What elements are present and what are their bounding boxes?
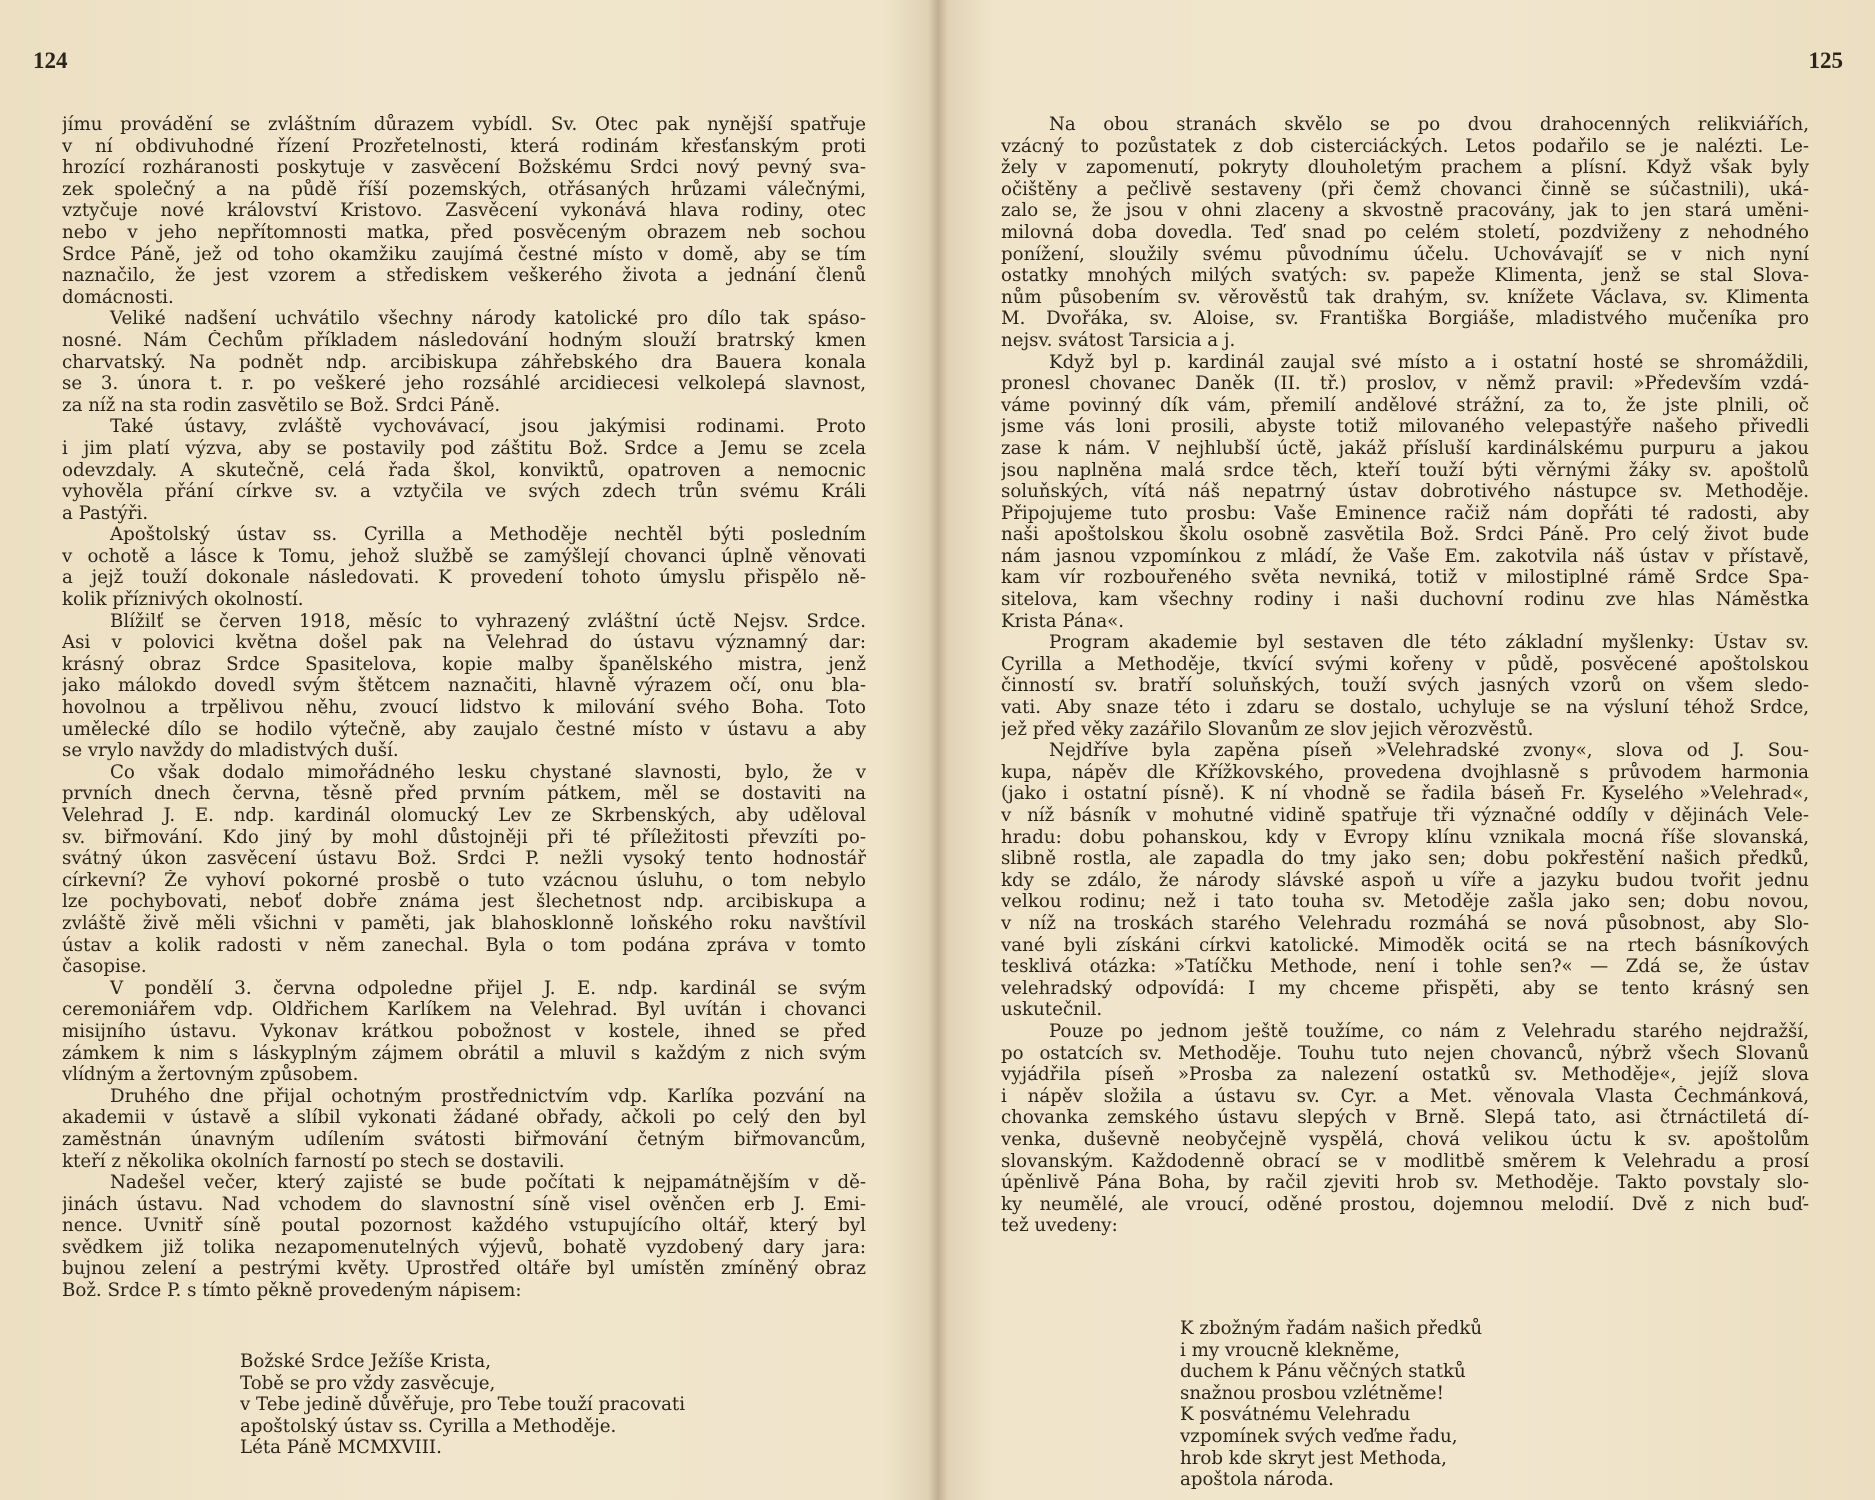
text-line: nám jasnou vzpomínkou z mládí, že Vaše Em. zakotvila náš ústav v přístavě,	[1001, 545, 1809, 567]
text-line: Blížilť se červen 1918, měsíc to vyhrazený zvláštní úctě Nejsv. Srdce.	[110, 610, 866, 632]
text-line: zaměstnán únavným udílením svátosti biřmování četným biřmovancům,	[62, 1128, 866, 1150]
text-line: vati. Aby snaze této i zdaru se dostalo, uchyluje se na výsluní téhož Srdce,	[1001, 697, 1809, 719]
text-line: bujnou zelení a pestrými květy. Uprostřed oltáře byl umístěn zmíněný obraz	[62, 1258, 866, 1280]
text-line: pronesl chovanec Daněk (II. tř.) proslov, v němž pravil: »Především vzdá-	[1001, 373, 1809, 395]
text-line: váme povinný dík vám, přemilí andělové strážní, za to, že jste plnili, oč	[1001, 394, 1809, 416]
text-line: i jim platí výzva, aby se postavily pod záštitu Bož. Srdce a Jemu se zcela	[62, 437, 866, 459]
text-line: sv. biřmování. Kdo jiný by mohl důstojněji při té příležitosti převzíti po-	[62, 826, 866, 848]
verse-line: apoštola národa.	[1180, 1469, 1334, 1491]
text-line: ponížení, sloužily svému původnímu účelu. Uchovávajíť se v nich nyní	[1001, 243, 1809, 265]
text-line: vztyčuje nové království Kristovo. Zasvěcení vykonává hlava rodiny, otec	[62, 200, 866, 222]
text-line: v níž básník v mohutné vidině spatřuje tři význačné oddíly v dějinách Vele-	[1001, 805, 1809, 826]
text-line: charvatský. Na podnět ndp. arcibiskupa záhřebského dra Bauera konala	[62, 351, 866, 373]
text-line: Když byl p. kardinál zaujal své místo a i ostatní hosté se shromáždili,	[1049, 351, 1809, 373]
text-line: se 3. února t. r. po veškeré jeho rozsáhlé arcidiecesi velkolepá slavnost,	[62, 373, 866, 395]
text-line: umělecké dílo se hodilo výtečně, aby zaujalo čestné místo v ústavu a aby	[62, 718, 866, 740]
text-line: jako málokdo dovedl svým štětcem naznačiti, hlavně výrazem očí, onu bla-	[62, 675, 866, 697]
text-line: Bož. Srdce P. s tímto pěkně provedeným nápisem:	[62, 1280, 522, 1302]
text-line: hovolnou a trpělivou něhu, zvoucí lidstvo k milování svého Boha. Toto	[62, 697, 866, 719]
text-line: hrozící rozháranosti poskytuje v zasvěcení Božskému Srdci nový pevný sva-	[62, 157, 866, 179]
text-line: Cyrilla a Methoděje, tkvící svými kořeny v půdě, posvěcené apoštolskou	[1001, 653, 1809, 675]
text-line: vané byli získáni církvi katolické. Mimoděk ocitá se na rtech básníkových	[1001, 934, 1809, 956]
text-line: časopise.	[62, 956, 147, 978]
text-line: zase k nám. V nejhlubší úctě, jakáž přísluší kardinálskému purpuru a jakou	[1001, 437, 1809, 459]
text-line: nebo v jeho nepřítomnosti matka, před posvěceným obrazem neb sochou	[62, 221, 866, 243]
text-line: zámkem k nim s láskyplným zájmem obrátil a mluvil s každým z nich svým	[62, 1042, 866, 1064]
verse-line: duchem k Pánu věčných statků	[1180, 1361, 1466, 1383]
text-line: zalo se, že jsou v ohni zlaceny a skvostně pracovány, jak to jen stará uměni-	[1001, 200, 1809, 222]
text-line: tesklivá otázka: »Tatíčku Methode, není i tohle sen?« — Zdá se, že ústav	[1001, 956, 1809, 978]
verse-line: Tobě se pro vždy zasvěcuje,	[240, 1372, 496, 1394]
text-line: kolik příznivých okolností.	[62, 589, 304, 611]
text-line: nence. Uvnitř síně poutal pozornost každého vstupujícího oltář, který byl	[62, 1215, 866, 1237]
verse-line: vzpomínek svých veďme řadu,	[1180, 1425, 1458, 1447]
text-line: svědkem již tolika nezapomenutelných výjevů, bohatě vyzdobený dary jara:	[62, 1236, 866, 1258]
text-line: misijního ústavu. Vykonav krátkou pobožnost v kostele, ihned se před	[62, 1020, 866, 1042]
text-line: Srdce Páně, jež od toho okamžiku zaujímá čestné místo v domě, aby se tím	[62, 243, 866, 265]
text-line: ústav a kolik radosti v něm zanechal. Byla o tom podána zpráva v tomto	[62, 934, 866, 956]
text-line: Nadešel večer, který zajisté se bude počítati k nejpamátnějším v dě-	[110, 1172, 866, 1194]
song-verse	[1180, 1318, 1482, 1491]
text-line: M. Dvořáka, sv. Aloise, sv. Františka Borgiáše, mladistvého mučeníka pro	[1001, 308, 1809, 330]
text-line: chovanka zemského ústavu slepých v Brně. Slepá tato, asi čtrnáctiletá dí-	[1001, 1107, 1809, 1129]
text-line: domácnosti.	[62, 286, 174, 308]
text-line: milovná doba dovedla. Teď snad po celém století, pozdviženy z nehodného	[1001, 221, 1809, 243]
verse-line: hrob kde skryt jest Methoda,	[1180, 1447, 1447, 1469]
text-line: Co však dodalo mimořádného lesku chystané slavnosti, bylo, že v	[110, 761, 866, 783]
text-line: vlídným a žertovným způsobem.	[62, 1064, 359, 1086]
text-line: Velehrad J. E. ndp. kardinál olomucký Lev ze Skrbenských, aby uděloval	[62, 805, 866, 826]
right-page-body	[1001, 114, 1809, 1237]
verse-line: apoštolský ústav ss. Cyrilla a Methoděje.	[240, 1415, 617, 1437]
verse-line: snažnou prosbou vzlétněme!	[1180, 1382, 1444, 1404]
text-line: za níž na sta rodin zasvětilo se Bož. Srdci Páně.	[62, 394, 501, 416]
text-line: (jako i ostatní písně). K ní vhodně se řadila báseň Fr. Kyselého »Velehrad«,	[1001, 783, 1809, 805]
text-line: jímu provádění se zvláštním důrazem vybídl. Sv. Otec pak nynější spatřuje	[62, 114, 866, 135]
text-line: Také ústavy, zvláště vychovávací, jsou jakýmisi rodinami. Proto	[110, 416, 866, 438]
text-line: Na obou stranách skvělo se po dvou drahocenných relikviářích,	[1049, 114, 1809, 135]
text-line: církevní? Že vyhoví pokorné prosbě o tuto vzácnou úsluhu, o tom nebylo	[62, 869, 866, 891]
text-line: kteří z několika okolních farností po stech se dostavili.	[62, 1150, 565, 1172]
text-line: nejsv. svátost Tarsicia a j.	[1001, 329, 1236, 351]
text-line: V pondělí 3. června odpoledne přijel J. E. ndp. kardinál se svým	[110, 977, 866, 999]
text-line: i nápěv složila a ústavu sv. Cyr. a Met. věnovala Vlasta Čechmánková,	[1001, 1085, 1809, 1107]
verse-line: i my vroucně klekněme,	[1180, 1339, 1400, 1361]
text-line: v ní obdivuhodné řízení Prozřetelnosti, která rodinám křesťanským proti	[62, 135, 866, 157]
text-line: sitelova, kam všechny rodiny i naši duchovní rodinu zve hlas Náměstka	[1001, 589, 1809, 611]
text-line: Program akademie byl sestaven dle této základní myšlenky: Ústav sv.	[1049, 632, 1809, 654]
text-line: Pouze po jednom ještě toužíme, co nám z Velehradu starého nejdražší,	[1049, 1020, 1809, 1042]
verse-line: Božské Srdce Ježíše Krista,	[240, 1351, 492, 1372]
text-line: ky neumělé, ale vroucí, oděné prostou, dojemnou melodií. Dvě z nich buď-	[1001, 1193, 1809, 1215]
text-line: odevzdaly. A skutečně, celá řada škol, konviktů, opatroven a nemocnic	[62, 459, 866, 481]
verse-line: v Tebe jedině důvěřuje, pro Tebe touží pracovati	[240, 1394, 686, 1416]
text-line: nosné. Nám Čechům příkladem následování hodným slouží bratrský kmen	[62, 329, 866, 351]
text-line: kupa, nápěv dle Křížkovského, provedena dvojhlasně s průvodem harmonia	[1001, 761, 1809, 783]
text-line: lze pochybovati, neboť dobře známa jest šlechetnost ndp. arcibiskupa a	[62, 891, 866, 913]
text-line: naznačilo, že jest vzorem a střediskem veškerého života a jednání členů	[62, 265, 866, 287]
text-line: v níž na troskách starého Velehradu rozmáhá se nová působnost, aby Slo-	[1001, 912, 1809, 934]
text-line: úpěnlivě Pána Boha, by račil zjeviti hrob sv. Methoděje. Takto povstaly slo-	[1001, 1172, 1809, 1194]
text-line: jinách ústavu. Nad vchodem do slavnostní síně visel ověnčen erb J. Emi-	[62, 1193, 866, 1215]
text-line: ostatky mnohých milých svatých: sv. papeže Klimenta, jenž se stal Slova-	[1001, 265, 1809, 287]
text-line: vyhověla přání církve sv. a vztyčila ve svých zdech trůn svému Králi	[62, 481, 866, 503]
text-line: ceremoniářem vdp. Oldřichem Karlíkem na Velehrad. Byl uvítán i chovanci	[62, 999, 866, 1021]
text-line: vzácný to pozůstatek z dob cisterciáckých. Letos podařilo se je nalézti. Le-	[1001, 135, 1809, 157]
text-line: hradu: dobu pohanskou, kdy v Evropy klínu vznikala mocná říše slovanská,	[1001, 826, 1809, 848]
text-line: v ochotě a lásce k Tomu, jehož službě se zamýšlejí chovanci úplně věnovati	[62, 545, 866, 567]
text-line: velkou rodinu; než i tato touha sv. Metoděje zašla jako sen; dobu novou,	[1001, 891, 1809, 913]
text-line: svátný úkon zasvěcení ústavu Bož. Srdci P. nežli vysoký tento hodnostář	[62, 848, 866, 870]
text-line: velehradský odpovídá: I my chceme přispěti, aby se tento krásný sen	[1001, 977, 1809, 999]
verse-line: K posvátnému Velehradu	[1180, 1404, 1411, 1426]
text-line: kdy se zdálo, že národy slávské aspoň u víře a jazyku budou tvořit jednu	[1001, 869, 1809, 891]
text-line: naši apoštolskou školu osobně zasvětila Bož. Srdci Páně. Pro celý život bude	[1001, 524, 1809, 546]
text-line: se vrylo navždy do mladistvých duší.	[62, 740, 399, 762]
text-line: slibně rostla, ale zapadla do tmy jako sen; dobu pokřestění našich předků,	[1001, 848, 1809, 870]
text-line: a Pastýři.	[62, 502, 149, 524]
text-line: venka, duševně neobyčejně vyspělá, chová velikou úctu k sv. apoštolům	[1001, 1128, 1809, 1150]
text-line: slovanským. Každodenně obrací se v modlitbě směrem k Velehradu a prosí	[1001, 1150, 1809, 1172]
text-line: Asi v polovici května došel pak na Velehrad do ústavu významný dar:	[62, 632, 866, 654]
text-line: krásný obraz Srdce Spasitelova, kopie malby španělského mistra, jenž	[62, 653, 866, 675]
text-line: Nejdříve byla zapěna píseň »Velehradské zvony«, slova od J. Sou-	[1049, 740, 1809, 762]
text-line: jsou naplněna malá srdce těch, kteří touží býti věrnými žáky sv. apoštolů	[1001, 459, 1809, 481]
text-line: zvláště živě měli všichni v paměti, jak blahosklonně loňského roku navštívil	[62, 912, 866, 934]
verse-line: Léta Páně MCMXVIII.	[240, 1437, 442, 1459]
page-number-left: 124	[33, 48, 68, 73]
altar-inscription	[240, 1351, 685, 1459]
text-line: prvních dnech června, těsně před prvním pátkem, měl se dostaviti na	[62, 783, 866, 805]
text-line: kam vír rozbouřeného světa nevniká, totiž v milostiplné rámě Srdce Spa-	[1001, 567, 1809, 589]
text-line: soluňských, vítá náš nepatrný ústav dobrotivého nástupce sv. Methoděje.	[1001, 481, 1809, 503]
right-page	[945, 0, 1875, 1500]
text-line: jež před věky zazářilo Slovanům ze slov jejich věrozvěstů.	[1001, 718, 1534, 740]
text-line: zek společný a na půdě říší pozemských, otřásaných hrůzami válečnými,	[62, 178, 866, 200]
left-page	[0, 0, 930, 1500]
verse-line: K zbožným řadám našich předků	[1180, 1318, 1483, 1339]
text-line: Druhého dne přijal ochotným prostřednictvím vdp. Karlíka pozvání na	[110, 1085, 866, 1107]
text-line: Připojujeme tuto prosbu: Vaše Eminence račiž nám dopřáti té radosti, aby	[1001, 502, 1809, 524]
text-line: jsme vás loni prosili, abyste totiž milovaného velepastýře našeho přivedli	[1001, 416, 1809, 438]
text-line: Veliké nadšení uchvátilo všechny národy katolické pro dílo tak spáso-	[110, 308, 866, 330]
text-line: tež uvedeny:	[1001, 1215, 1118, 1237]
text-line: a jejž touží dokonale následovati. K provedení tohoto úmyslu přispělo ně-	[62, 567, 866, 589]
text-line: Apoštolský ústav ss. Cyrilla a Methoděje nechtěl býti posledním	[110, 524, 866, 546]
text-line: vyjádřila píseň »Prosba za nalezení ostatků sv. Methoděje«, jejíž slova	[1001, 1064, 1809, 1086]
text-line: žely v zapomenutí, pokryty dlouholetým prachem a plísní. Když však byly	[1001, 157, 1809, 179]
text-line: akademii v ústavě a slíbil vykonati žádané obřady, ačkoli po celý den byl	[62, 1107, 866, 1129]
left-page-body	[62, 114, 866, 1302]
text-line: Krista Pána«.	[1001, 610, 1125, 632]
page-number-right: 125	[1808, 48, 1843, 73]
text-line: činností sv. bratří soluňských, touží svých jasných vzorů on všem sledo-	[1001, 675, 1809, 697]
text-line: po ostatcích sv. Methoděje. Touhu tuto nejen chovanců, nýbrž všech Slovanů	[1001, 1042, 1809, 1064]
text-line: uskutečnil.	[1001, 999, 1103, 1021]
text-line: očištěny a pečlivě sestaveny (při čemž chovanci činně se súčastnili), uká-	[1001, 178, 1809, 200]
text-line: nům působením sv. věrověstů tak drahým, sv. knížete Václava, sv. Klimenta	[1001, 286, 1809, 308]
